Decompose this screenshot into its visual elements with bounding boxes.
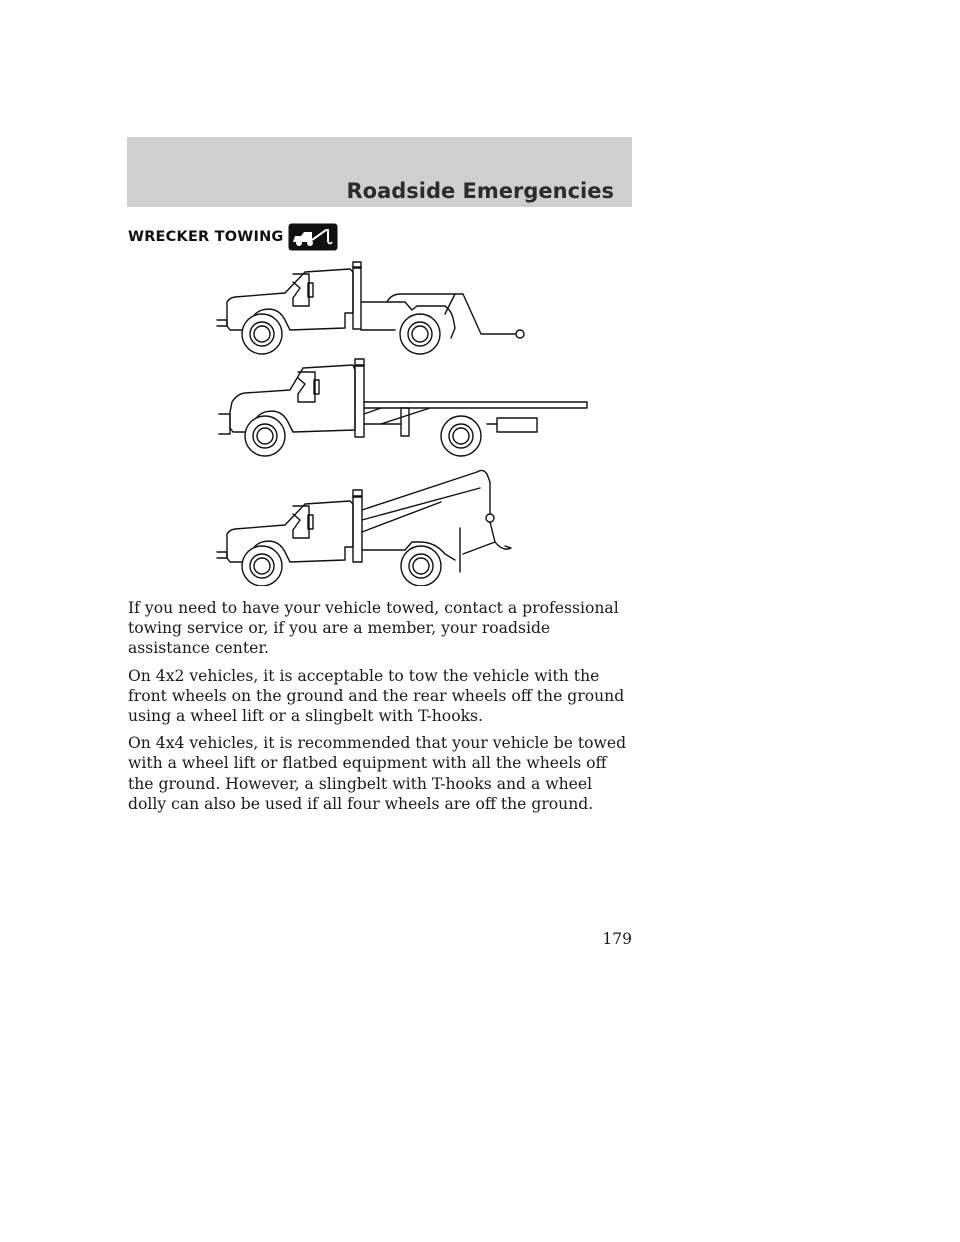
page-heading: WRECKER TOWING xyxy=(128,229,284,245)
paragraph-4x4: On 4x4 vehicles, it is recommended that your vehicle be towed with a wheel lift or flatbed equipment with all the wheels off the ground. However, a slingbelt with T-hooks and a wheel dolly can also be used if all four wheels are off the ground. xyxy=(128,734,627,813)
section-title: Roadside Emergencies xyxy=(346,179,614,203)
page-number: 179 xyxy=(602,930,632,948)
paragraph-4x2: On 4x2 vehicles, it is acceptable to tow the vehicle with the front wheels on the ground and the rear wheels off the ground using a wheel lift or a slingbelt with T-hooks. xyxy=(128,666,625,726)
paragraph-towing-service: If you need to have your vehicle towed, contact a professional towing service or, if you are a member, your roadside assistance center. xyxy=(128,599,619,658)
flatbed-tow-truck-icon xyxy=(205,352,600,460)
heading-row xyxy=(128,222,338,252)
header-band xyxy=(127,137,632,207)
tow-truck-icon xyxy=(288,223,338,251)
body-text xyxy=(128,598,633,821)
boom-wrecker-tow-truck-icon xyxy=(205,462,600,586)
wheel-lift-tow-truck-icon xyxy=(205,258,600,358)
